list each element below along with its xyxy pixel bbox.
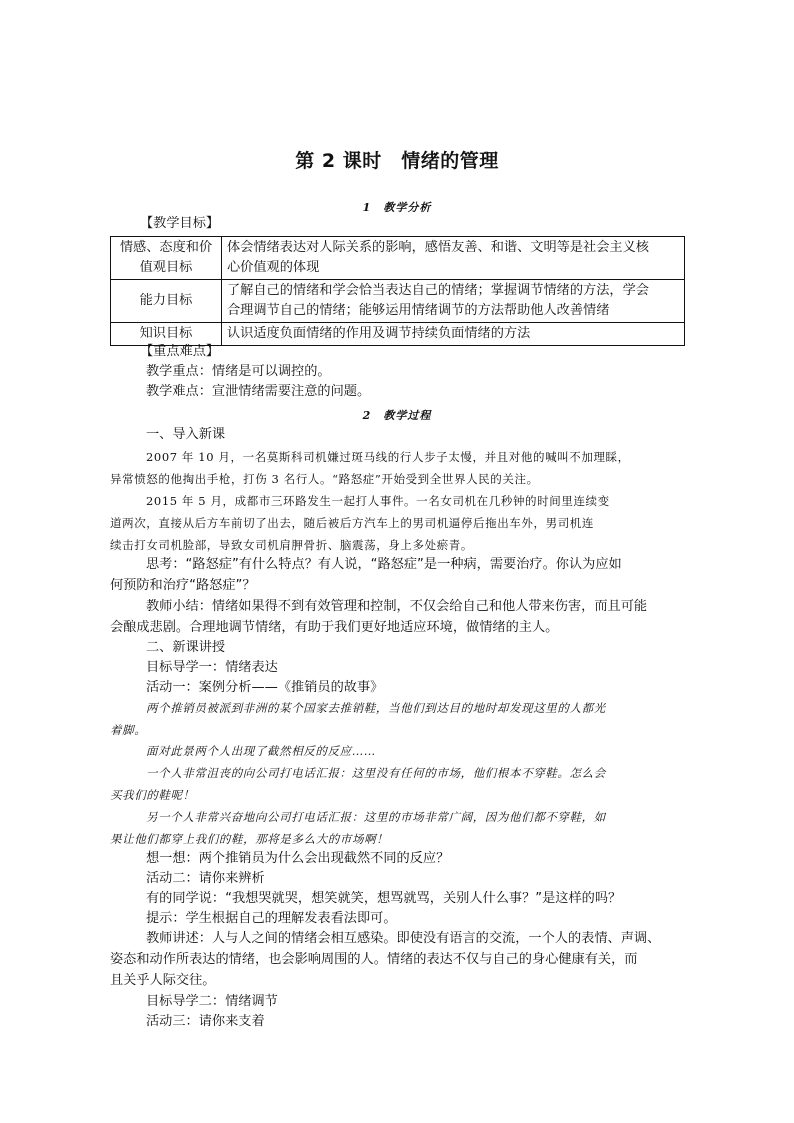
table-cell-value — [222, 237, 685, 280]
goal-text-line: 了解自己的情绪和学会恰当表达自己的情绪；掌握调节情绪的方法，学会 — [227, 283, 649, 298]
story-paragraph: 果让他们都穿上我们的鞋，那将是多么大的市场啊！ — [110, 832, 389, 846]
story-paragraph: 面对此景两个人出现了截然相反的反应…… — [146, 744, 376, 758]
activity-heading: 活动三：请你来支着 — [146, 1014, 265, 1029]
key-points-heading: 【重点难点】 — [140, 344, 220, 359]
story-paragraph: 两个推销员被派到非洲的某个国家去推销鞋，当他们到达目的地时却发现这里的人都光 — [146, 701, 606, 715]
table-cell-key — [111, 280, 222, 323]
story-paragraph: 一个人非常沮丧的向公司打电话汇报：这里没有任何的市场，他们根本不穿鞋。怎么会 — [146, 766, 606, 780]
goal-type-line: 能力目标 — [139, 293, 193, 308]
hint-text: 提示：学生根据自己的理解发表看法即可。 — [146, 911, 397, 926]
goal-heading: 目标导学二：情绪调节 — [146, 994, 278, 1009]
goal-type-line: 值观目标 — [139, 260, 193, 275]
think-question: 想一想：两个推销员为什么会出现截然不同的反应？ — [146, 851, 450, 866]
case-paragraph: 异常愤怒的他掏出手枪，打伤 3 名行人。“路怒症”开始受到全世界人民的关注。 — [110, 472, 539, 486]
teacher-summary: 会酿成悲剧。合理地调节情绪，有助于我们更好地适应环境，做情绪的主人。 — [110, 620, 559, 635]
think-paragraph: 何预防和治疗“路怒症”？ — [110, 578, 256, 593]
table-cell-value — [222, 323, 685, 346]
key-point: 教学重点：情绪是可以调控的。 — [146, 364, 331, 379]
goal-type-line: 情感、态度和价 — [119, 240, 213, 255]
table-row — [111, 280, 685, 323]
case-paragraph: 道两次，直接从后方车前切了出去，随后被后方汽车上的男司机逼停后拖出车外，男司机连 — [110, 516, 594, 530]
case-paragraph: 2007 年 10 月，一名莫斯科司机嫌过斑马线的行人步子太慢，并且对他的喊叫不加理睬， — [146, 450, 630, 464]
teacher-lecture: 教师讲述：人与人之间的情绪会相互感染。即使没有语言的交流，一个人的表情、声调、 — [146, 931, 661, 946]
goal-text-line: 认识适度负面情绪的作用及调节持续负面情绪的方法 — [227, 326, 531, 341]
case-paragraph: 2015 年 5 月，成都市三环路发生一起打人事件。一名女司机在几秒钟的时间里连续变 — [146, 494, 610, 508]
goal-text-line: 合理调节自己的情绪；能够运用情绪调节的方法帮助他人改善情绪 — [227, 303, 610, 318]
teacher-lecture: 且关乎人际交往。 — [110, 973, 216, 988]
teacher-lecture: 姿态和动作所表达的情绪，也会影响周围的人。情绪的表达不仅与自己的身心健康有关，而 — [110, 952, 638, 967]
table-cell-key — [111, 237, 222, 280]
table-row — [111, 237, 685, 280]
activity-heading: 活动一：案例分析——《推销员的故事》 — [146, 680, 384, 695]
goal-text-line: 心价值观的体现 — [227, 260, 320, 275]
new-lesson-heading: 二、新课讲授 — [146, 640, 226, 655]
activity-heading: 活动二：请你来辨析 — [146, 871, 265, 886]
teacher-summary: 教师小结：情绪如果得不到有效管理和控制，不仅会给自己和他人带来伤害，而且可能 — [146, 599, 648, 614]
table-cell-value — [222, 280, 685, 323]
case-paragraph: 续击打女司机脸部，导致女司机肩胛骨折、脑震荡，身上多处瘀青。 — [110, 538, 473, 552]
think-paragraph: 思考：“路怒症”有什么特点？有人说，“路怒症”是一种病，需要治疗。你认为应如 — [146, 557, 622, 572]
section-heading-process: 2 教学过程 — [362, 409, 432, 422]
section-heading-analysis: 1 教学分析 — [362, 201, 432, 214]
teaching-goals-heading: 【教学目标】 — [140, 216, 220, 231]
lesson-title: 第 2 课时 情绪的管理 — [295, 150, 499, 172]
intro-heading: 一、导入新课 — [146, 427, 226, 442]
story-paragraph: 买我们的鞋呢！ — [110, 788, 195, 802]
classmate-quote: 有的同学说：“我想哭就哭，想笑就笑，想骂就骂，关别人什么事？”是这样的吗？ — [146, 891, 622, 906]
goals-table — [110, 236, 685, 346]
goal-type-line: 知识目标 — [139, 326, 193, 341]
difficult-point: 教学难点：宣泄情绪需要注意的问题。 — [146, 384, 371, 399]
story-paragraph: 另一个人非常兴奋地向公司打电话汇报：这里的市场非常广阔，因为他们都不穿鞋，如 — [146, 810, 606, 824]
goal-heading: 目标导学一：情绪表达 — [146, 660, 278, 675]
goal-text-line: 体会情绪表达对人际关系的影响，感悟友善、和谐、文明等是社会主义核 — [227, 240, 649, 255]
story-paragraph: 着脚。 — [110, 723, 147, 737]
